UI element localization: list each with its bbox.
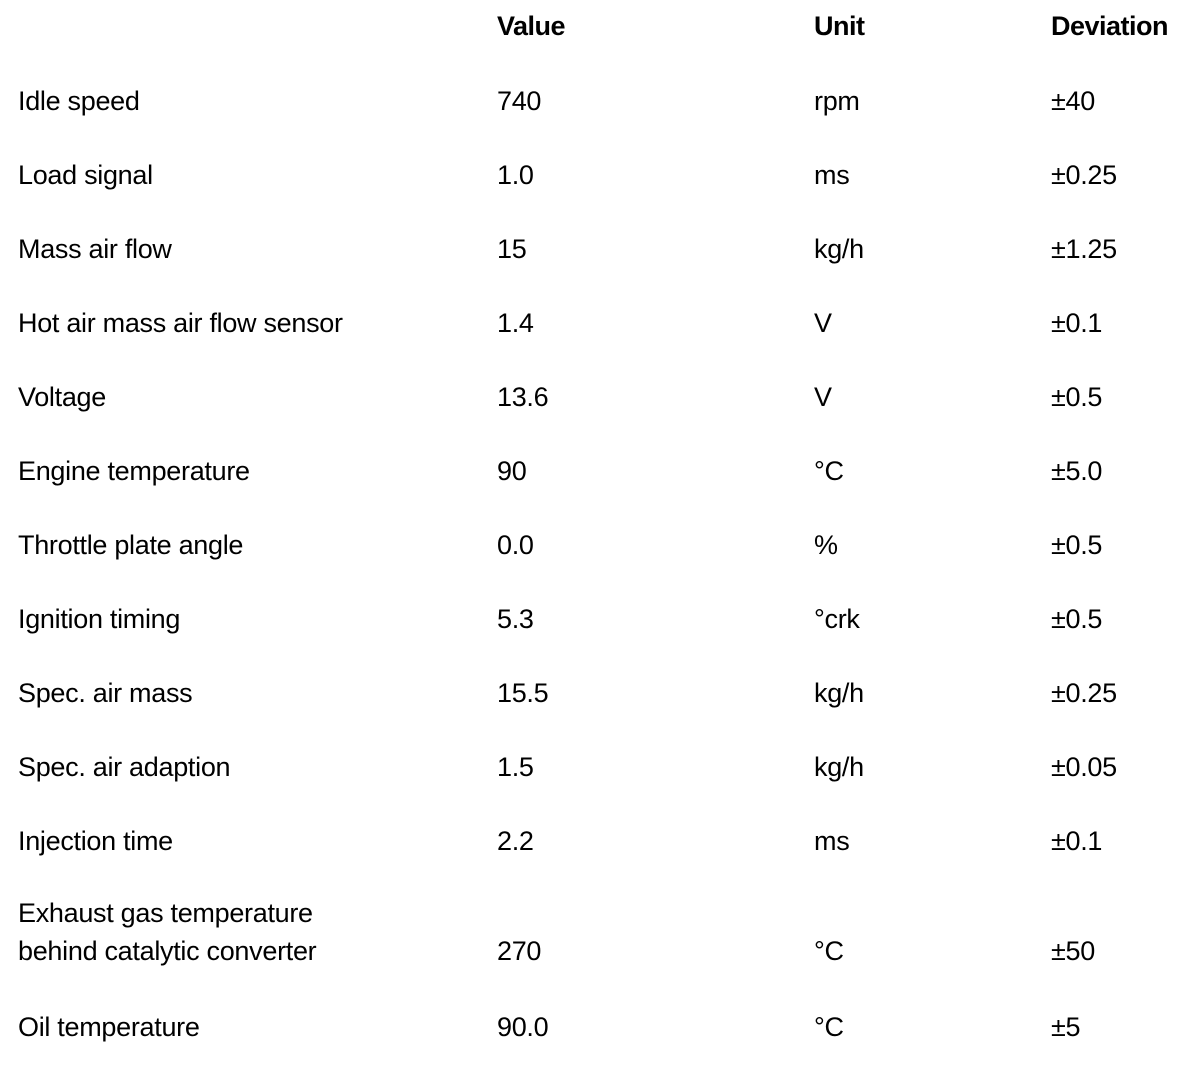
table-row	[0, 524, 1200, 598]
parameter-cell	[18, 526, 243, 564]
parameter-cell	[18, 230, 172, 268]
value-cell: 90.0	[497, 1012, 549, 1042]
table-row	[0, 894, 1200, 1006]
parameter-cell	[18, 1008, 200, 1046]
parameter-label: Spec. air adaption	[18, 752, 231, 782]
deviation-cell: ±50	[1051, 936, 1095, 966]
deviation-cell: ±0.1	[1051, 826, 1103, 856]
unit-cell: V	[814, 308, 832, 338]
value-cell: 1.0	[497, 160, 534, 190]
unit-cell: %	[814, 530, 838, 560]
value-cell: 15.5	[497, 678, 549, 708]
deviation-cell: ±0.5	[1051, 382, 1103, 412]
table-body	[0, 80, 1200, 1080]
parameter-label: Exhaust gas temperature	[18, 898, 313, 928]
parameter-cell	[18, 452, 250, 490]
parameter-cell	[18, 822, 173, 860]
column-header-unit: Unit	[814, 11, 865, 41]
unit-cell: kg/h	[814, 234, 864, 264]
value-cell: 740	[497, 86, 542, 116]
value-cell: 1.5	[497, 752, 534, 782]
deviation-cell: ±0.05	[1051, 752, 1117, 782]
value-cell: 1.4	[497, 308, 534, 338]
unit-cell: ms	[814, 826, 850, 856]
value-cell: 15	[497, 234, 527, 264]
table-row	[0, 598, 1200, 672]
value-cell: 5.3	[497, 604, 534, 634]
unit-cell: rpm	[814, 86, 860, 116]
deviation-cell: ±0.5	[1051, 604, 1103, 634]
parameter-label: Mass air flow	[18, 234, 172, 264]
unit-cell: °C	[814, 936, 844, 966]
parameter-cell	[18, 674, 192, 712]
parameter-label: Oil temperature	[18, 1012, 200, 1042]
parameter-label: Spec. air mass	[18, 678, 193, 708]
table-row	[0, 302, 1200, 376]
parameter-cell	[18, 82, 140, 120]
value-cell: 270	[497, 936, 542, 966]
column-header-value: Value	[497, 11, 566, 41]
parameter-label: Load signal	[18, 160, 153, 190]
parameter-cell	[18, 894, 316, 970]
parameter-label: Idle speed	[18, 86, 140, 116]
unit-cell: ms	[814, 160, 850, 190]
unit-cell: °crk	[814, 604, 860, 634]
value-cell: 90	[497, 456, 527, 486]
deviation-cell: ±0.25	[1051, 160, 1117, 190]
column-header-deviation: Deviation	[1051, 11, 1169, 41]
table-row	[0, 154, 1200, 228]
parameter-label: Injection time	[18, 826, 173, 856]
table-row	[0, 376, 1200, 450]
parameter-label: Hot air mass air flow sensor	[18, 308, 343, 338]
parameter-label: behind catalytic converter	[18, 936, 317, 966]
deviation-cell: ±0.5	[1051, 530, 1103, 560]
table-row	[0, 228, 1200, 302]
unit-cell: V	[814, 382, 832, 412]
table-row	[0, 80, 1200, 154]
unit-cell: kg/h	[814, 752, 864, 782]
parameter-label: Engine temperature	[18, 456, 250, 486]
table-row	[0, 1006, 1200, 1080]
parameter-cell	[18, 600, 180, 638]
parameter-label: Throttle plate angle	[18, 530, 244, 560]
unit-cell: kg/h	[814, 678, 864, 708]
deviation-cell: ±1.25	[1051, 234, 1117, 264]
deviation-cell: ±5	[1051, 1012, 1081, 1042]
deviation-cell: ±0.25	[1051, 678, 1117, 708]
table-row	[0, 672, 1200, 746]
value-cell: 0.0	[497, 530, 534, 560]
unit-cell: °C	[814, 1012, 844, 1042]
table-row	[0, 820, 1200, 894]
parameter-label: Ignition timing	[18, 604, 181, 634]
deviation-cell: ±0.1	[1051, 308, 1103, 338]
value-cell: 13.6	[497, 382, 549, 412]
table-row	[0, 450, 1200, 524]
value-cell: 2.2	[497, 826, 534, 856]
parameter-cell	[18, 748, 230, 786]
unit-cell: °C	[814, 456, 844, 486]
deviation-cell: ±40	[1051, 86, 1095, 116]
parameter-cell	[18, 304, 343, 342]
table-row	[0, 746, 1200, 820]
parameter-cell	[18, 378, 106, 416]
parameter-label: Voltage	[18, 382, 106, 412]
deviation-cell: ±5.0	[1051, 456, 1103, 486]
parameter-cell	[18, 156, 153, 194]
table-header	[0, 8, 1200, 44]
